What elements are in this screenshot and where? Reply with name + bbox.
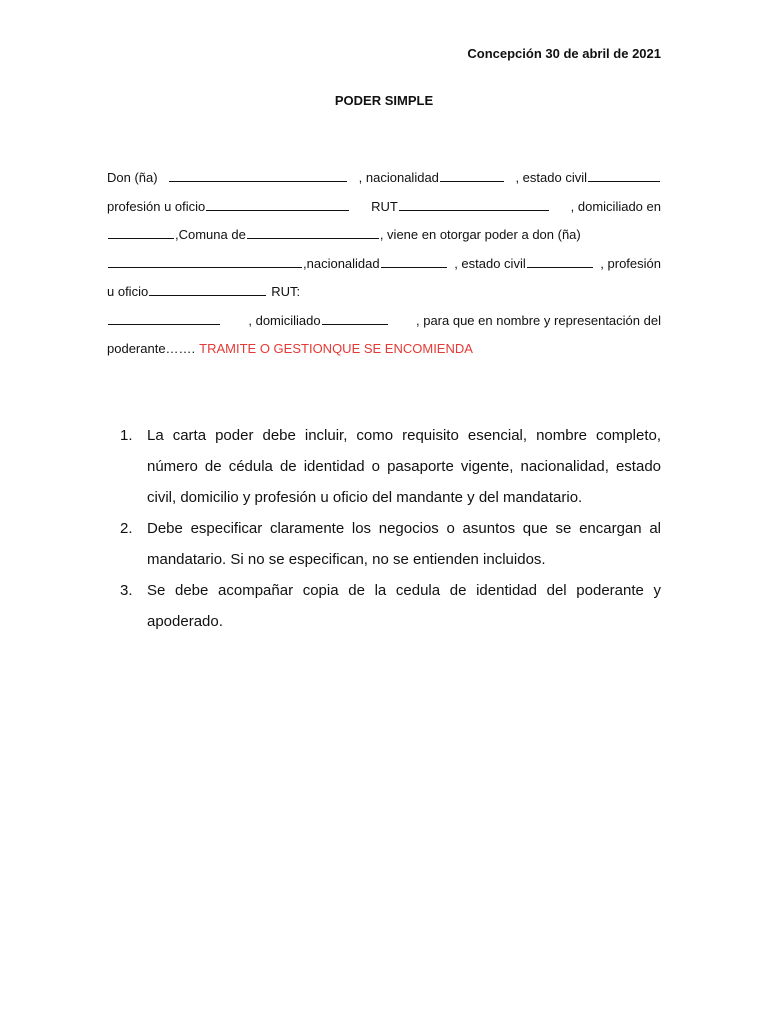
label-domiciliado-en: , domiciliado en xyxy=(570,198,661,214)
label-rut: RUT xyxy=(371,193,550,222)
blank-name-attorney-group: ,nacionalidad xyxy=(107,250,448,279)
power-of-attorney-body xyxy=(107,164,661,364)
label-estado-civil-attorney: , estado civil xyxy=(454,250,594,279)
blank-name-attorney xyxy=(108,254,302,268)
label-don: Don (ña) xyxy=(107,170,158,185)
blank-profession-attorney xyxy=(149,282,266,296)
body-line-2 xyxy=(107,193,661,222)
label-domiciliado-attorney: , domiciliado xyxy=(248,307,388,336)
requirement-number: 2. xyxy=(120,520,133,537)
label-estado-civil: , estado civil xyxy=(515,164,661,193)
label-profesion-attorney: , profesión xyxy=(600,255,661,271)
requirement-number: 3. xyxy=(120,582,133,599)
blank-rut-attorney xyxy=(108,311,220,325)
blank-civil-status-grantor xyxy=(588,168,660,182)
body-line-5 xyxy=(107,278,661,307)
body-line-4 xyxy=(107,250,661,279)
requirement-text: Debe especificar claramente los negocios o asuntos que se encargan al mandatario. Si no se especifican, no se entienden incluidos. xyxy=(147,520,661,568)
label-u-oficio: u oficio xyxy=(107,284,149,299)
body-line-1 xyxy=(107,164,661,193)
blank-profession-grantor xyxy=(206,197,349,211)
requirement-number: 1. xyxy=(120,427,133,444)
document-date: Concepción 30 de abril de 2021 xyxy=(467,46,661,61)
label-representacion: , para que en nombre y representación del xyxy=(415,312,661,328)
blank-address-attorney xyxy=(322,311,388,325)
blank-comuna-grantor xyxy=(247,225,379,239)
blank-rut-grantor xyxy=(399,197,549,211)
requirement-text: La carta poder debe incluir, como requisito esencial, nombre completo, número de cédula de identidad o pasaporte vigente, nacionalidad, estado civil, domicilio y profesión u oficio del mandante y del mandatario. xyxy=(147,427,661,506)
requirement-item-3 xyxy=(120,575,661,637)
label-comuna: ,Comuna de xyxy=(175,227,246,242)
label-nacionalidad: , nacionalidad xyxy=(359,164,505,193)
requirement-text: Se debe acompañar copia de la cedula de identidad del poderante y apoderado. xyxy=(147,582,661,630)
label-otorgar-poder: , viene en otorgar poder a don (ña) xyxy=(379,227,581,242)
requirement-item-2 xyxy=(120,513,661,575)
body-line-6 xyxy=(107,307,661,336)
blank-name-grantor xyxy=(169,168,347,182)
blank-civil-status-attorney xyxy=(527,254,593,268)
label-rut-attorney: RUT: xyxy=(271,284,301,299)
label-profesion: profesión u oficio xyxy=(107,193,350,222)
blank-rut-attorney-group xyxy=(107,307,221,336)
label-poderante: poderante……. xyxy=(107,341,196,356)
blank-nationality-grantor xyxy=(440,168,504,182)
body-line-7 xyxy=(107,335,661,364)
requirement-item-1 xyxy=(120,420,661,513)
blank-nationality-attorney xyxy=(381,254,447,268)
requirements-list xyxy=(120,420,661,637)
tramite-highlight: TRAMITE O GESTIONQUE SE ENCOMIENDA xyxy=(199,341,473,356)
blank-address-grantor xyxy=(108,225,174,239)
document-title: PODER SIMPLE xyxy=(334,93,434,108)
body-line-3 xyxy=(107,221,661,250)
